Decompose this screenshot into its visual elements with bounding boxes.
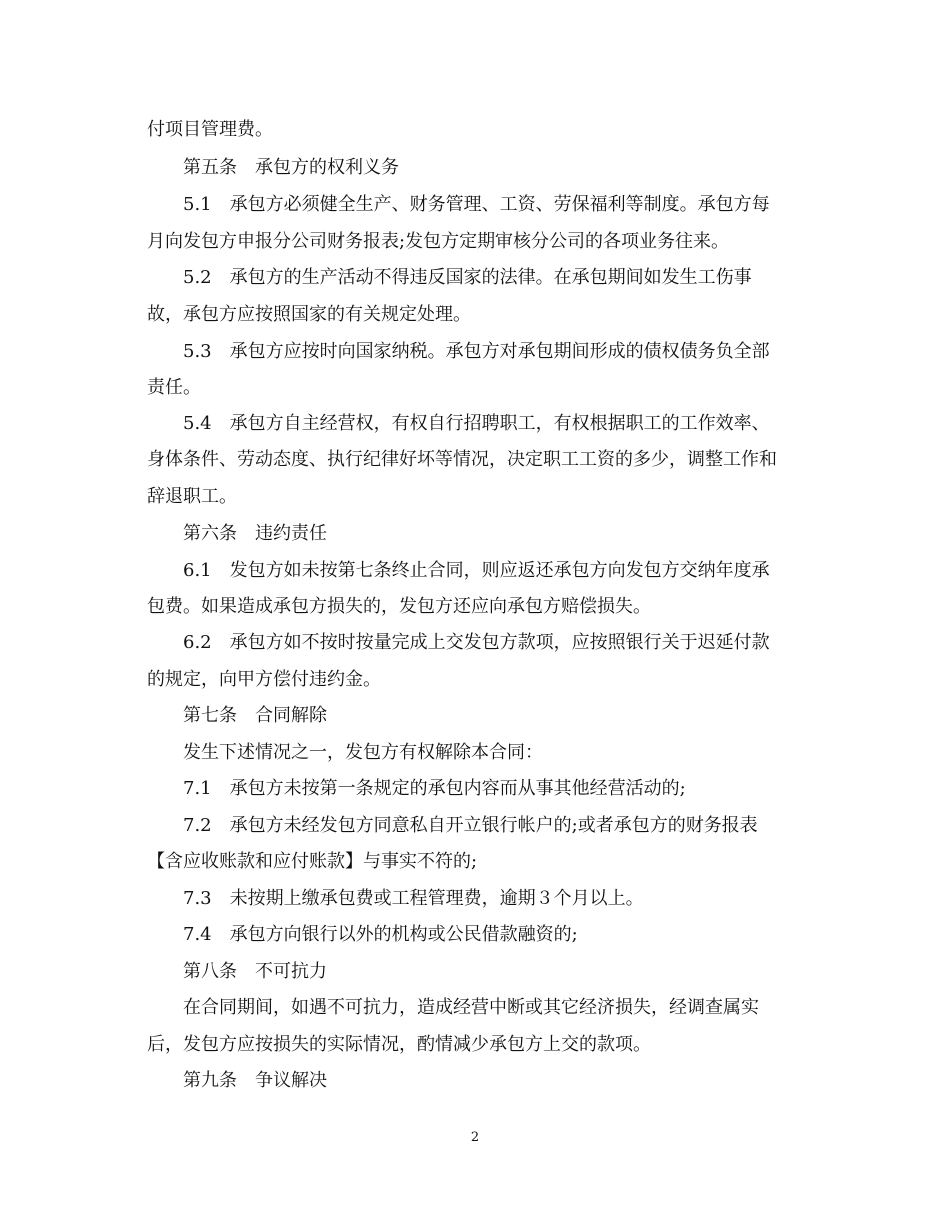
text-line: 辞退职工。 [147,486,237,507]
clause-line: 5.2 承包方的生产活动不得违反国家的法律。在承包期间如发生工伤事 [183,267,752,288]
text-line: 【含应收账款和应付账款】与事实不符的; [147,851,478,872]
section-heading: 第五条 承包方的权利义务 [183,157,399,178]
text-line: 后，发包方应按损失的实际情况，酌情减少承包方上交的款项。 [147,1034,651,1055]
text-line: 付项目管理费。 [147,119,273,140]
clause-line: 7.3 未按期上缴承包费或工程管理费，逾期３个月以上。 [183,888,644,909]
section-heading: 第六条 违约责任 [183,523,327,544]
clause-line: 7.4 承包方向银行以外的机构或公民借款融资的; [183,924,578,945]
section-heading: 第八条 不可抗力 [183,961,327,982]
text-line: 故，承包方应按照国家的有关规定处理。 [147,304,471,325]
text-line: 责任。 [147,377,201,398]
text-line: 月向发包方申报分公司财务报表;发包方定期审核分公司的各项业务往来。 [147,231,730,252]
clause-line: 7.2 承包方未经发包方同意私自开立银行帐户的;或者承包方的财务报表 [183,815,758,836]
clause-line: 7.1 承包方未按第一条规定的承包内容而从事其他经营活动的; [183,778,686,799]
text-line: 的规定，向甲方偿付违约金。 [147,669,381,690]
text-line: 发生下述情况之一，发包方有权解除本合同： [183,742,543,763]
clause-line: 5.3 承包方应按时向国家纳税。承包方对承包期间形成的债权债务负全部 [183,341,770,362]
text-line: 包费。如果造成承包方损失的，发包方还应向承包方赔偿损失。 [147,596,651,617]
page-number: 2 [470,1130,480,1145]
clause-line: 6.2 承包方如不按时按量完成上交发包方款项，应按照银行关于迟延付款 [183,632,770,653]
clause-line: 6.1 发包方如未按第七条终止合同，则应返还承包方向发包方交纳年度承 [183,560,770,581]
text-line: 在合同期间，如遇不可抗力，造成经营中断或其它经济损失，经调查属实 [183,997,759,1018]
section-heading: 第九条 争议解决 [183,1070,327,1091]
text-line: 身体条件、劳动态度、执行纪律好坏等情况，决定职工工资的多少，调整工作和 [147,449,777,470]
clause-line: 5.1 承包方必须健全生产、财务管理、工资、劳保福利等制度。承包方每 [183,194,770,215]
section-heading: 第七条 合同解除 [183,705,327,726]
clause-line: 5.4 承包方自主经营权，有权自行招聘职工，有权根据职工的工作效率、 [183,413,770,434]
